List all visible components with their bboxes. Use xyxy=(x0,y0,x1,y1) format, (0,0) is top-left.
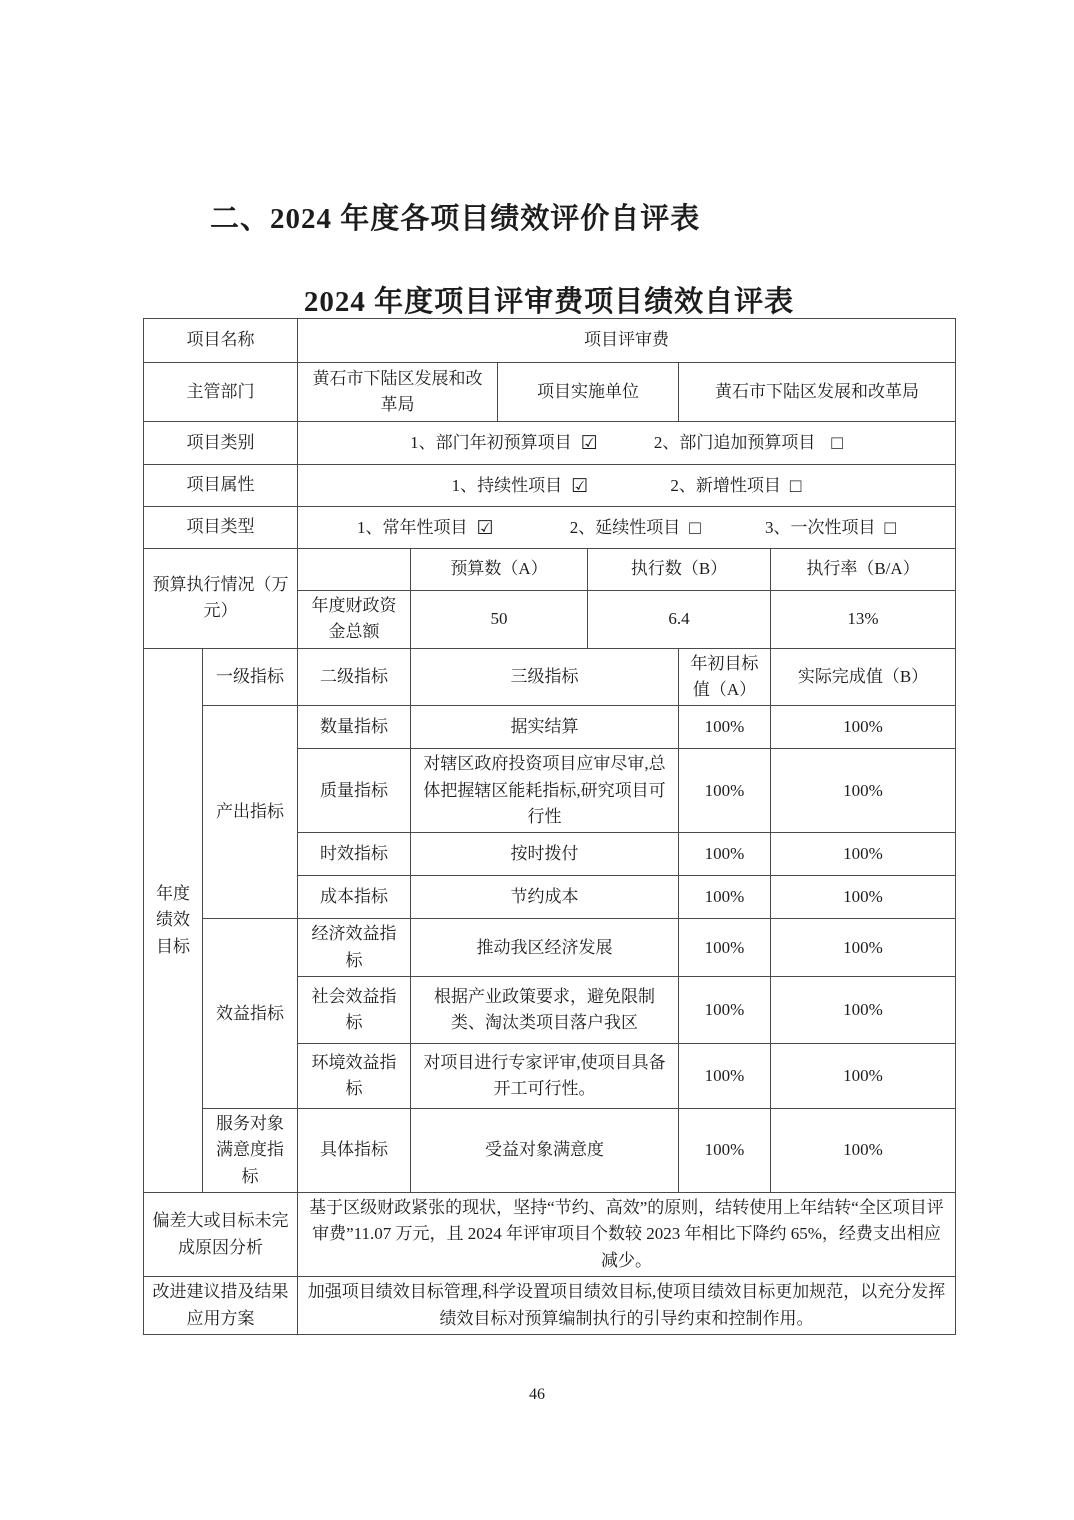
rate-value: 13% xyxy=(771,591,956,649)
option-text: 2、延续性项目 xyxy=(569,517,681,537)
option-text: 3、一次性项目 xyxy=(765,517,876,537)
indicator-actual: 100% xyxy=(771,876,956,919)
section-title: 二、2024 年度各项目绩效评价自评表 xyxy=(210,203,701,235)
project-category-label: 项目类别 xyxy=(144,422,298,465)
table-row xyxy=(144,549,956,591)
budget-blank-cell xyxy=(298,549,411,591)
table-title: 2024 年度项目评审费项目绩效自评表 xyxy=(303,286,795,318)
improvement-plan-text: 加强项目绩效目标管理,科学设置项目绩效目标,使项目绩效目标更加规范，以充分发挥绩效目标对预算编制执行的引导约束和控制作用。 xyxy=(298,1277,956,1335)
indicator-level3: 推动我区经济发展 xyxy=(411,919,679,977)
option-text: 1、部门年初预算项目 xyxy=(410,433,572,453)
option-text: 2、部门追加预算项目 xyxy=(653,433,816,453)
checkbox-unchecked-icon: □ xyxy=(831,433,843,455)
table-row xyxy=(144,422,956,465)
project-name-label: 项目名称 xyxy=(144,319,298,363)
type-option-3 xyxy=(765,513,896,542)
indicator-actual: 100% xyxy=(771,919,956,977)
table-row xyxy=(144,319,956,363)
indicator-target: 100% xyxy=(679,1044,771,1109)
checkbox-unchecked-icon: □ xyxy=(789,475,802,497)
project-attribute-options xyxy=(298,465,956,507)
output-indicator-group: 产出指标 xyxy=(203,706,298,919)
option-text: 1、持续性项目 xyxy=(451,475,563,495)
indicator-target: 100% xyxy=(679,919,771,977)
satisfaction-indicator-group: 服务对象满意度指标 xyxy=(203,1109,298,1193)
checkbox-checked-icon: ☑ xyxy=(571,475,589,497)
checkbox-unchecked-icon: □ xyxy=(884,517,896,539)
table-row xyxy=(144,363,956,422)
indicator-level2: 具体指标 xyxy=(298,1109,411,1193)
budget-col-header: 预算数（A） xyxy=(411,549,588,591)
implementer-label: 项目实施单位 xyxy=(498,363,679,422)
target-header: 年初目标值（A） xyxy=(679,648,771,706)
deviation-analysis-text: 基于区级财政紧张的现状，坚持“节约、高效”的原则，结转使用上年结转“全区项目评审费”11.07 万元，且 2024 年评审项目个数较 2023 年相比下降约 65%，经费支出相应减少。 xyxy=(298,1193,956,1277)
deviation-analysis-label: 偏差大或目标未完成原因分析 xyxy=(144,1193,298,1277)
project-attribute-label: 项目属性 xyxy=(144,465,298,507)
indicator-level3: 根据产业政策要求，避免限制类、淘汰类项目落户我区 xyxy=(411,977,679,1044)
attribute-option-1 xyxy=(452,471,589,500)
annual-performance-goal-label: 年度绩效目标 xyxy=(144,648,203,1192)
indicator-level3: 对项目进行专家评审,使项目具备开工可行性。 xyxy=(411,1044,679,1109)
department-value: 黄石市下陆区发展和改革局 xyxy=(298,363,498,422)
table-row xyxy=(144,1109,956,1193)
benefit-indicator-group: 效益指标 xyxy=(203,919,298,1109)
option-text: 2、新增性项目 xyxy=(670,475,781,495)
type-option-1 xyxy=(357,513,494,542)
indicator-level2: 质量指标 xyxy=(298,749,411,833)
indicator-level3: 据实结算 xyxy=(411,706,679,749)
indicator-level2: 经济效益指标 xyxy=(298,919,411,977)
budget-execution-label: 预算执行情况（万元） xyxy=(144,549,298,649)
indicator-target: 100% xyxy=(679,1109,771,1193)
table-row xyxy=(144,648,956,706)
department-label: 主管部门 xyxy=(144,363,298,422)
indicator-actual: 100% xyxy=(771,706,956,749)
checkbox-unchecked-icon: □ xyxy=(689,517,701,539)
project-name-value: 项目评审费 xyxy=(298,319,956,363)
indicator-level2: 社会效益指标 xyxy=(298,977,411,1044)
table-row xyxy=(144,706,956,749)
indicator-level2: 环境效益指标 xyxy=(298,1044,411,1109)
option-text: 1、常年性项目 xyxy=(356,517,468,537)
table-row xyxy=(144,465,956,507)
indicator-level3: 受益对象满意度 xyxy=(411,1109,679,1193)
indicator-target: 100% xyxy=(679,706,771,749)
table-row xyxy=(144,919,956,977)
indicator-actual: 100% xyxy=(771,977,956,1044)
level1-header: 一级指标 xyxy=(203,648,298,706)
indicator-target: 100% xyxy=(679,833,771,876)
indicator-actual: 100% xyxy=(771,749,956,833)
indicator-level3: 对辖区政府投资项目应审尽审,总体把握辖区能耗指标,研究项目可行性 xyxy=(411,749,679,833)
budget-value: 50 xyxy=(411,591,588,649)
indicator-level2: 数量指标 xyxy=(298,706,411,749)
execution-value: 6.4 xyxy=(588,591,771,649)
implementer-value: 黄石市下陆区发展和改革局 xyxy=(679,363,956,422)
rate-col-header: 执行率（B/A） xyxy=(771,549,956,591)
project-type-label: 项目类型 xyxy=(144,507,298,549)
indicator-level2: 时效指标 xyxy=(298,833,411,876)
indicator-level3: 节约成本 xyxy=(411,876,679,919)
category-option-2 xyxy=(654,428,843,457)
category-option-1 xyxy=(410,428,598,457)
project-type-options xyxy=(298,507,956,549)
level2-header: 二级指标 xyxy=(298,648,411,706)
checkbox-checked-icon: ☑ xyxy=(476,517,494,539)
level3-header: 三级指标 xyxy=(411,648,679,706)
actual-header: 实际完成值（B） xyxy=(771,648,956,706)
indicator-actual: 100% xyxy=(771,1044,956,1109)
annual-fund-label: 年度财政资金总额 xyxy=(298,591,411,649)
performance-self-evaluation-table xyxy=(143,318,956,1335)
indicator-actual: 100% xyxy=(771,833,956,876)
table-row xyxy=(144,1277,956,1335)
table-row xyxy=(144,1193,956,1277)
attribute-option-2 xyxy=(670,471,801,500)
indicator-target: 100% xyxy=(679,749,771,833)
execution-col-header: 执行数（B） xyxy=(588,549,771,591)
improvement-plan-label: 改进建议措及结果应用方案 xyxy=(144,1277,298,1335)
indicator-target: 100% xyxy=(679,876,771,919)
indicator-target: 100% xyxy=(679,977,771,1044)
indicator-actual: 100% xyxy=(771,1109,956,1193)
type-option-2 xyxy=(570,513,701,542)
page-number: 46 xyxy=(529,1386,545,1403)
project-category-options xyxy=(298,422,956,465)
indicator-level3: 按时拨付 xyxy=(411,833,679,876)
checkbox-checked-icon: ☑ xyxy=(580,433,598,455)
table-row xyxy=(144,507,956,549)
indicator-level2: 成本指标 xyxy=(298,876,411,919)
